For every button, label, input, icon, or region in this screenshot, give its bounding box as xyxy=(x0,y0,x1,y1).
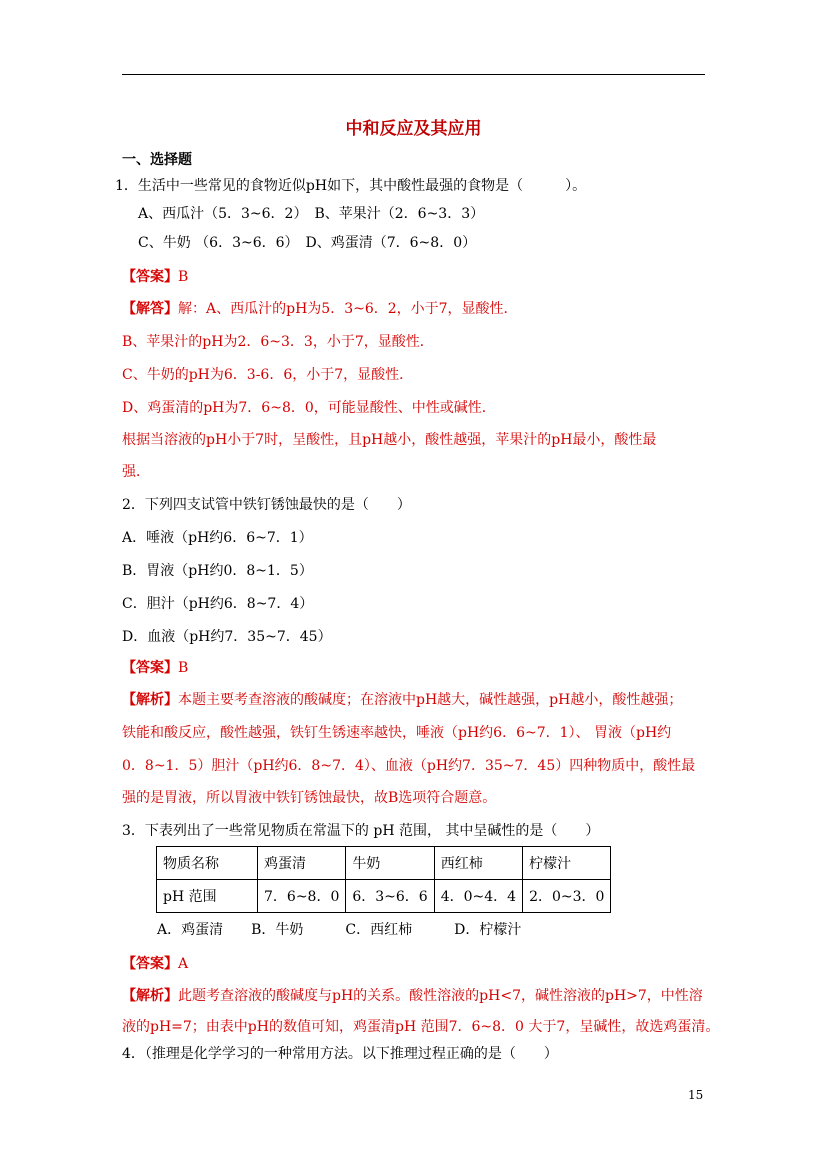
table-cell: pH 范围 xyxy=(157,880,258,913)
q1-options-line2: C、牛奶 （6．3~6．6） D、鸡蛋清（7．6~8．0） xyxy=(138,235,477,251)
q2-option-d: D．血液（pH约7．35~7．45） xyxy=(122,629,332,645)
q2-analysis-line1 xyxy=(122,691,682,709)
table-header-cell: 鸡蛋清 xyxy=(258,847,346,880)
q2-analysis-line3: 0．8~1．5）胆汁（pH约6．8~7．4）、血液（pH约7．35~7．45）四种物质中，酸性最 xyxy=(122,758,696,774)
q2-option-a: A．唾液（pH约6．6~7．1） xyxy=(122,530,313,546)
q1-answer-tag: 【答案】 xyxy=(122,269,178,285)
table-row xyxy=(157,880,611,913)
q1-solution-line6: 强． xyxy=(122,464,150,480)
q1-solution-text1: 解：A、西瓜汁的pH为5．3~6．2，小于7，显酸性． xyxy=(178,301,518,317)
q3-analysis-line1 xyxy=(122,987,703,1005)
q1-solution-tag: 【解答】 xyxy=(122,301,178,317)
q2-stem: 2．下列四支试管中铁钉锈蚀最快的是（ ） xyxy=(122,497,411,513)
q3-answer-tag: 【答案】 xyxy=(122,956,178,972)
table-header-cell: 牛奶 xyxy=(346,847,434,880)
q3-answer xyxy=(122,955,188,973)
q2-analysis-text1: 本题主要考查溶液的酸碱度；在溶液中pH越大，碱性越强，pH越小，酸性越强； xyxy=(178,692,683,708)
q1-solution-line2: B、苹果汁的pH为2．6~3．3，小于7，显酸性． xyxy=(122,334,434,350)
q2-analysis-line2: 铁能和酸反应，酸性越强，铁钉生锈速率越快，唾液（pH约6．6~7．1）、 胃液（pH约 xyxy=(122,725,672,741)
q1-options-line1: A、西瓜汁（5．3~6．2） B、苹果汁（2．6~3．3） xyxy=(138,206,485,222)
q2-analysis-line4: 强的是胃液，所以胃液中铁钉锈蚀最快，故B选项符合题意。 xyxy=(122,790,497,806)
q3-stem: 3．下表列出了一些常见物质在常温下的 pH 范围， 其中呈碱性的是（ ） xyxy=(122,823,600,839)
q2-option-b: B．胃液（pH约0．8~1．5） xyxy=(122,563,313,579)
table-cell: 2．0~3．0 xyxy=(523,880,611,913)
q2-option-c: C．胆汁（pH约6．8~7．4） xyxy=(122,596,314,612)
q3-analysis-text1: 此题考查溶液的酸碱度与pH的关系。酸性溶液的pH<7，碱性溶液的pH>7，中性溶 xyxy=(178,988,703,1004)
q1-stem: 1．生活中一些常见的食物近似pH如下，其中酸性最强的食物是（ ）。 xyxy=(115,178,587,194)
page-number: 15 xyxy=(688,1088,704,1102)
page-title: 中和反应及其应用 xyxy=(345,119,482,139)
q1-solution-line4: D、鸡蛋清的pH为7．6~8．0，可能显酸性、中性或碱性． xyxy=(122,400,496,416)
table-header-cell: 物质名称 xyxy=(157,847,258,880)
q2-answer-tag: 【答案】 xyxy=(122,660,178,676)
header-rule xyxy=(122,74,705,75)
q1-solution-line3: C、牛奶的pH为6．3-6．6，小于7，显酸性． xyxy=(122,367,414,383)
q4-stem: 4．（推理是化学学习的一种常用方法。以下推理过程正确的是（ ） xyxy=(122,1046,558,1062)
table-header-row xyxy=(157,847,611,880)
q2-analysis-tag: 【解析】 xyxy=(122,692,178,708)
q3-analysis-tag: 【解析】 xyxy=(122,988,178,1004)
q1-solution-line5: 根据当溶液的pH小于7时，呈酸性，且pH越小，酸性越强，苹果汁的pH最小，酸性最 xyxy=(122,432,657,448)
q1-answer-value: B xyxy=(178,269,189,285)
ph-range-table xyxy=(156,846,611,913)
table-cell: 4．0~4．4 xyxy=(434,880,522,913)
q3-options: A．鸡蛋清 B．牛奶 C．西红柿 D．柠檬汁 xyxy=(157,922,522,938)
table-cell: 6．3~6．6 xyxy=(346,880,434,913)
table-header-cell: 柠檬汁 xyxy=(523,847,611,880)
q2-answer-value: B xyxy=(178,660,189,676)
q3-answer-value: A xyxy=(178,956,189,972)
q1-answer xyxy=(122,268,188,286)
q1-solution-line1 xyxy=(122,300,518,318)
q2-answer xyxy=(122,659,188,677)
section-heading: 一、选择题 xyxy=(122,152,192,168)
table-cell: 7．6~8．0 xyxy=(258,880,346,913)
table-header-cell: 西红柿 xyxy=(434,847,522,880)
q3-analysis-line2: 液的pH=7；由表中pH的数值可知，鸡蛋清pH 范围7．6~8．0 大于7，呈碱性，故选鸡蛋清。 xyxy=(122,1019,720,1035)
